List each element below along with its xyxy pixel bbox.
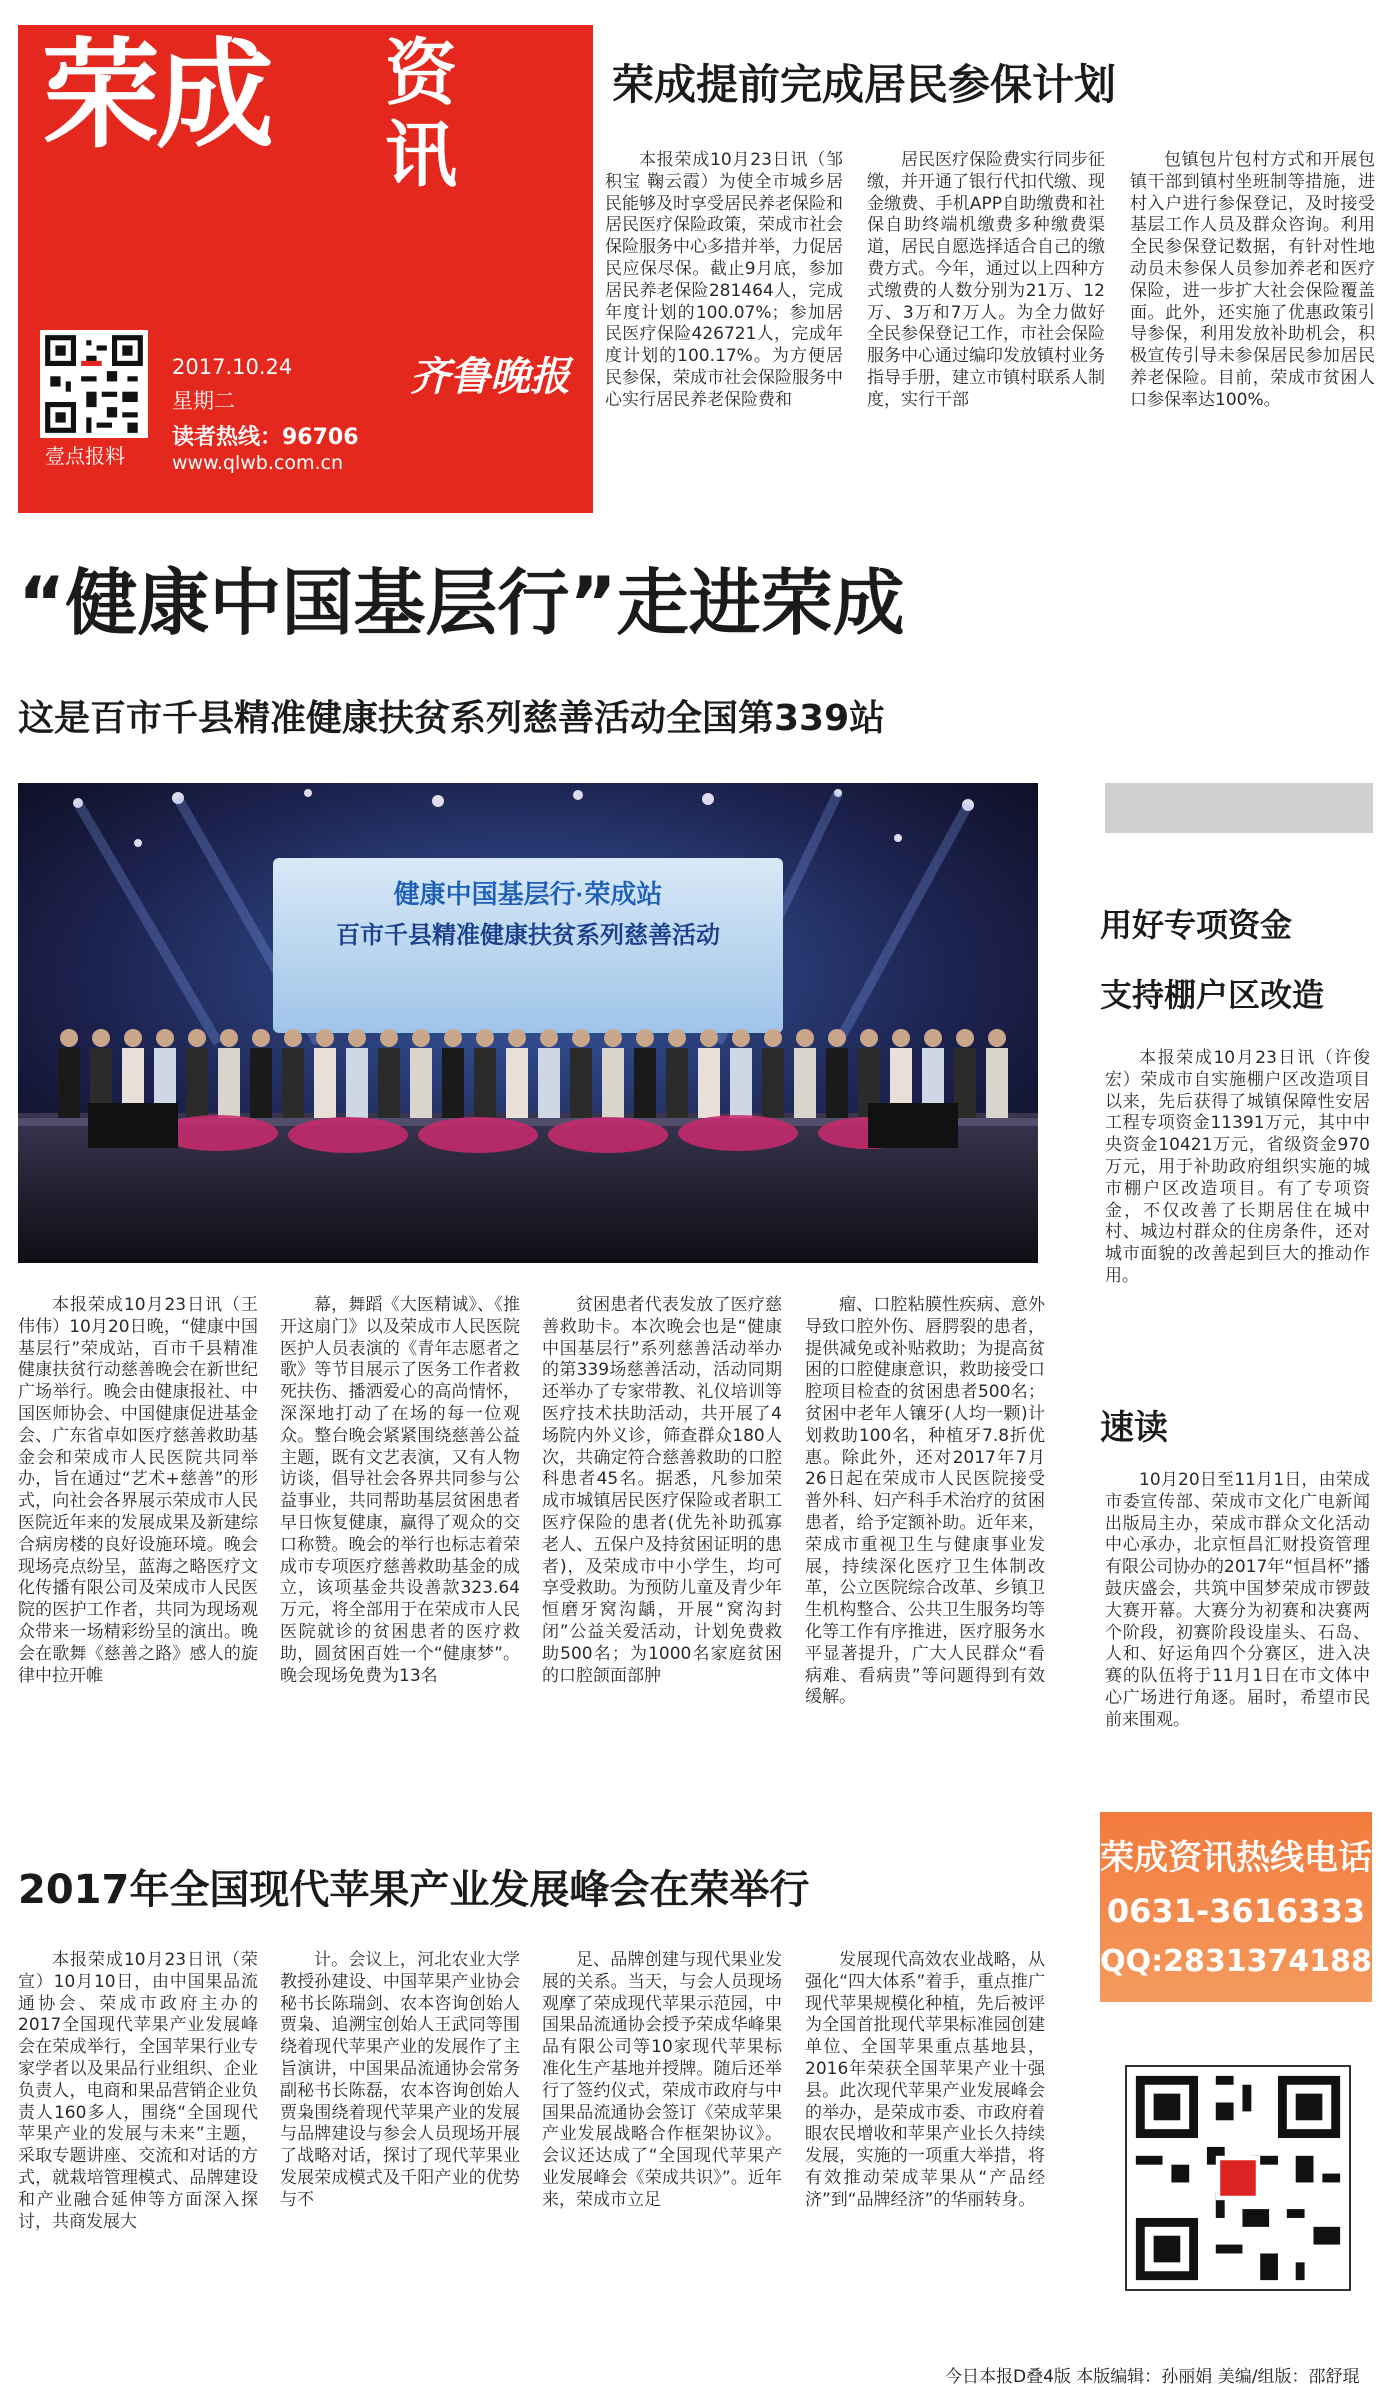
person-figure [442, 1048, 464, 1118]
masthead-qr-code[interactable] [40, 330, 148, 438]
person-head [124, 1029, 142, 1047]
person-head [668, 1029, 686, 1047]
qr-icon [40, 330, 148, 438]
person-figure [634, 1048, 656, 1118]
person-head [828, 1029, 846, 1047]
person-figure [538, 1048, 560, 1118]
insurance-column-1 [605, 150, 843, 502]
person-head [348, 1029, 366, 1047]
main-column-2 [280, 1295, 520, 1815]
person-figure [730, 1048, 752, 1118]
person-figure [218, 1048, 240, 1118]
person-head [796, 1029, 814, 1047]
person-figure [794, 1048, 816, 1118]
sidebar-divider [1105, 783, 1373, 833]
person-head [508, 1029, 526, 1047]
person-head [284, 1029, 302, 1047]
headline-insurance: 荣成提前完成居民参保计划 [612, 60, 1117, 109]
main-column-4 [805, 1295, 1045, 1815]
person-head [700, 1029, 718, 1047]
person-head [604, 1029, 622, 1047]
person-head [156, 1029, 174, 1047]
person-head [476, 1029, 494, 1047]
person-head [252, 1029, 270, 1047]
person-head [220, 1029, 238, 1047]
headline-fund-line2: 支持棚户区改造 [1100, 976, 1325, 1014]
ad-title: 荣成资讯热线电话 [1100, 1838, 1372, 1878]
paragraph: 计。会议上，河北农业大学教授孙建设、中国苹果产业协会秘书长陈瑞剑、农本咨询创始人贾枭、追溯宝创始人王武同等围绕着现代苹果产业的发展作了主旨演讲，中国果品流通协会常务副秘书长陈磊，农本咨询创始人贾枭围绕着现代苹果产业的发展与品牌建设与参会人员现场开展了战略对话，探讨了现代苹果业发展荣成模式及千阳产业的优势与不 [280, 1950, 520, 2210]
person-figure [346, 1048, 368, 1118]
person-head [444, 1029, 462, 1047]
paragraph: 幕，舞蹈《大医精诚》、《推开这扇门》以及荣成市人民医院医护人员表演的《青年志愿者之歌》等节目展示了医务工作者救死扶伤、播洒爱心的高尚情怀，深深地打动了在场的每一位观众。整台晚会紧紧围绕慈善公益主题，既有文艺表演，又有人物访谈，倡导社会各界共同参与公益事业，共同帮助基层贫困患者早日恢复健康，赢得了观众的交口称赞。晚会的举行也标志着荣成市专项医疗慈善救助基金的成立，该项基金共设善款323.64万元，将全部用于在荣成市人民医院就诊的贫困患者的医疗救助，圆贫困百姓一个“健康梦”。晚会现场免费为13名 [280, 1295, 520, 1686]
person-head [764, 1029, 782, 1047]
paragraph: 本报荣成10月23日讯（邹积宝 鞠云霞）为使全市城乡居民能够及时享受居民养老保险和居民医疗保险政策，荣成市社会保险服务中心多措并举，力促居民应保尽保。截止9月底，参加居民养老保险281464人，完成年度计划的100.07%；参加居民医疗保险426721人，完成年度计划的100.17%。为方便居民参保，荣成市社会保险服务中心实行居民养老保险费和 [605, 150, 843, 410]
brand-sub-1: 资 [385, 31, 458, 115]
insurance-column-2 [867, 150, 1105, 502]
reader-hotline: 读者热线：96706 [172, 425, 359, 450]
headline-apple: 2017年全国现代苹果产业发展峰会在荣举行 [18, 1867, 810, 1913]
paragraph: 居民医疗保险费实行同步征缴，并开通了银行代扣代缴、现金缴费、手机APP自助缴费和社保自助终端机缴费多种缴费渠道，居民自愿选择适合自己的缴费方式。今年，通过以上四种方式缴费的人数分别为21万、12万、3万和7万人。为全力做好全民参保登记工作，市社会保险服务中心通过编印发放镇村业务指导手册，建立市镇村联系人制度，实行干部 [867, 150, 1105, 410]
person-figure [762, 1048, 784, 1118]
paragraph: 包镇包片包村方式和开展包镇干部到镇村坐班制等措施，进村入户进行参保登记，及时接受基层工作人员及群众咨询。利用全民参保登记数据，有针对性地动员未参保人员参加养老和医疗保险，进一步扩大社会保险覆盖面。此外，还实施了优惠政策引导参保，利用发放补助机会，积极宣传引导未参保居民参加居民养老保险。目前，荣成市贫困人口参保率达100%。 [1130, 150, 1375, 410]
person-head [892, 1029, 910, 1047]
apple-column-1 [18, 1950, 258, 2290]
person-head [860, 1029, 878, 1047]
bottom-qr-code[interactable] [1125, 2065, 1351, 2291]
person-head [540, 1029, 558, 1047]
person-figure [602, 1048, 624, 1118]
person-figure [186, 1048, 208, 1118]
stage-photo-image [18, 783, 1038, 1263]
person-figure [698, 1048, 720, 1118]
person-head [316, 1029, 334, 1047]
person-head [636, 1029, 654, 1047]
paragraph: 贫困患者代表发放了医疗慈善救助卡。本次晚会也是“健康中国基层行”系列慈善活动举办的第339场慈善活动，活动同期还举办了专家带教、礼仪培训等医疗技术扶助活动，共开展了4场院内外义诊，筛查群众180人次，共确定符合慈善救助的口腔科患者45名。据悉，凡参加荣成市城镇居民医疗保险或者职工医疗保险的患者(优先补助孤寡老人、五保户及持贫困证明的患者)，及荣成市中小学生，均可享受救助。为预防儿童及青少年恒磨牙窝沟龋，开展“窝沟封闭”公益关爱活动，计划免费救助500名；为1000名家庭贫困的口腔颌面部肿 [542, 1295, 782, 1686]
fund-article-body [1105, 1048, 1370, 1323]
issue-date: 2017.10.24 [172, 355, 293, 379]
person-figure [314, 1048, 336, 1118]
person-figure [474, 1048, 496, 1118]
person-head [924, 1029, 942, 1047]
paragraph: 发展现代高效农业战略，从强化“四大体系”着手，重点推广现代苹果规模化种植，先后被评为全国首批现代苹果标准园创建单位、全国苹果重点基地县，2016年荣获全国苹果产业十强县。此次现代苹果产业发展峰会的举办，是荣成市委、市政府着眼农民增收和苹果产业长久持续发展，实施的一项重大举措，将有效推动荣成苹果从“产品经济”到“品牌经济”的华丽转身。 [805, 1950, 1045, 2210]
paper-logo: 齐鲁晚报 [410, 353, 570, 400]
page-footer: 今日本报D叠4版 本版编辑：孙丽娟 美编/组版：邵舒琨 [945, 2367, 1360, 2387]
person-figure [58, 1048, 80, 1118]
headline-quick-read: 速读 [1100, 1408, 1168, 1448]
person-figure [378, 1048, 400, 1118]
scan-label: 壹点报料 [45, 444, 125, 468]
paragraph: 足、品牌创建与现代果业发展的关系。当天，与会人员现场观摩了荣成现代苹果示范园，中国果品流通协会授予荣成华峰果品有限公司等10家现代苹果标准化生产基地并授牌。随后还举行了签约仪式，荣成市政府与中国果品流通协会签订《荣成苹果产业发展战略合作框架协议》。会议还达成了“全国现代苹果产业发展峰会《荣成共识》”。近年来，荣成市立足 [542, 1950, 782, 2210]
person-figure [826, 1048, 848, 1118]
person-head [60, 1029, 78, 1047]
issue-weekday: 星期二 [172, 389, 235, 413]
person-figure [410, 1048, 432, 1118]
stage-banner-line2: 百市千县精准健康扶贫系列慈善活动 [336, 922, 720, 949]
person-head [92, 1029, 110, 1047]
brand-subtitle [385, 32, 545, 202]
ad-phone[interactable]: 0631-3616333 [1106, 1892, 1366, 1930]
headline-main: “健康中国基层行”走进荣成 [18, 561, 905, 645]
ad-qq[interactable]: QQ:2831374188 [1100, 1944, 1372, 1979]
headline-fund-line1: 用好专项资金 [1100, 906, 1293, 944]
person-head [988, 1029, 1006, 1047]
qr-icon [1127, 2067, 1349, 2289]
quick-read-body [1105, 1470, 1370, 1770]
person-head [188, 1029, 206, 1047]
insurance-column-3 [1130, 150, 1375, 502]
person-figure [506, 1048, 528, 1118]
event-stage-photo [18, 783, 1038, 1263]
person-figure [570, 1048, 592, 1118]
paragraph: 本报荣成10月23日讯（王伟伟）10月20日晚，“健康中国基层行”荣成站，百市千县精准健康扶贫行动慈善晚会在新世纪广场举行。晚会由健康报社、中国医师协会、中国健康促进基金会、广东省卓如医疗慈善救助基金会和荣成市人民医院共同举办，旨在通过“艺术+慈善”的形式，向社会各界展示荣成市人民医院近年来的发展成果及新建综合病房楼的良好设施环境。晚会现场亮点纷呈，蓝海之略医疗文化传播有限公司及荣成市人民医院的医护工作者，共同为现场观众带来一场精彩纷呈的演出。晚会在歌舞《慈善之路》感人的旋律中拉开帷 [18, 1295, 258, 1686]
person-figure [986, 1048, 1008, 1118]
apple-column-4 [805, 1950, 1045, 2290]
paragraph: 10月20日至11月1日，由荣成市委宣传部、荣成市文化广电新闻出版局主办，荣成市群众文化活动中心承办，北京恒昌汇财投资管理有限公司协办的2017年“恒昌杯”播鼓庆盛会，共筑中国梦荣成市锣鼓大赛开幕。大赛分为初赛和决赛两个阶段，初赛阶段设崖头、石岛、人和、好运角四个分赛区，进入决赛的队伍将于11月1日在市文体中心广场进行角逐。届时，希望市民前来围观。 [1105, 1470, 1370, 1730]
main-column-3 [542, 1295, 782, 1815]
apple-column-3 [542, 1950, 782, 2290]
brand-sub-2: 讯 [385, 113, 458, 197]
paragraph: 本报荣成10月23日讯（荣宣）10月10日，由中国果品流通协会、荣成市政府主办的2017全国现代苹果产业发展峰会在荣成举行，全国苹果行业专家学者以及果品行业组织、企业负责人，电商和果品营销企业负责人160多人，围绕“全国现代苹果产业的发展与未来”主题，采取专题讲座、交流和对话的方式，就栽培管理模式、品牌建设和产业融合延伸等方面深入探讨，共商发展大 [18, 1950, 258, 2232]
person-head [956, 1029, 974, 1047]
main-column-1 [18, 1295, 258, 1815]
person-head [732, 1029, 750, 1047]
paragraph: 本报荣成10月23日讯（许俊宏）荣成市自实施棚户区改造项目以来，先后获得了城镇保障性安居工程专项资金11391万元，其中中央资金10421万元，省级资金970万元，用于补助政府组织实施的城市棚户区改造项目。有了专项资金，不仅改善了长期居住在城中村、城边村群众的住房条件，还对城市面貌的改善起到巨大的推动作用。 [1105, 1048, 1370, 1286]
paragraph: 瘤、口腔粘膜性疾病、意外导致口腔外伤、唇腭裂的患者，提供减免或补贴救助；为提高贫困的口腔健康意识，救助接受口腔项目检查的贫困患者500名；贫困中老年人镶牙(人均一颗)计划救助100名，种植牙7.8折优惠。除此外，还对2017年7月26日起在荣成市人民医院接受普外科、妇产科手术治疗的贫困患者，给予定额补助。近年来，荣成市重视卫生与健康事业发展，持续深化医疗卫生体制改革，公立医院综合改革、乡镇卫生机构整合、公共卫生服务均等化等工作有序推进，医疗服务水平显著提升，广大人民群众“看病难、看病贵”等问题得到有效缓解。 [805, 1295, 1045, 1708]
website-link[interactable]: www.qlwb.com.cn [172, 452, 343, 474]
person-figure [666, 1048, 688, 1118]
apple-column-2 [280, 1950, 520, 2290]
person-figure [282, 1048, 304, 1118]
person-head [380, 1029, 398, 1047]
stage-banner-line1: 健康中国基层行·荣成站 [393, 879, 663, 909]
person-figure [250, 1048, 272, 1118]
person-head [412, 1029, 430, 1047]
brand-title: 荣成 [42, 26, 271, 164]
headline-subtitle: 这是百市千县精准健康扶贫系列慈善活动全国第339站 [18, 698, 886, 739]
hotline-ad [1100, 1812, 1372, 2002]
person-head [572, 1029, 590, 1047]
